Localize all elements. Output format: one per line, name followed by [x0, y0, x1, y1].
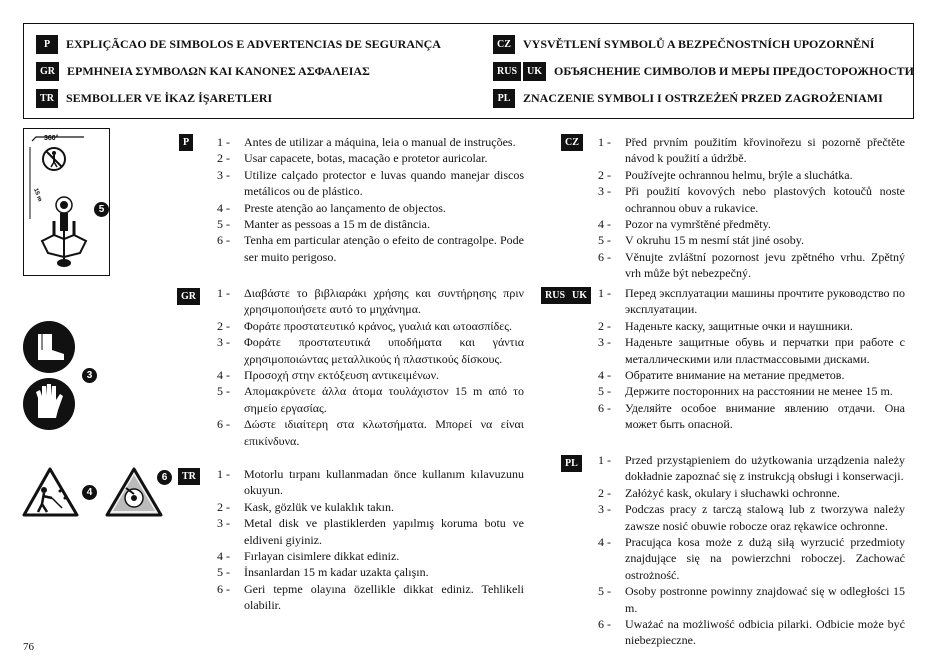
item-text: Наденьте каску, защитные очки и наушники. — [625, 318, 853, 333]
list-item — [598, 485, 905, 501]
item-number: 2 - — [217, 318, 230, 333]
list-item — [217, 581, 524, 614]
distance-label: 15 m — [32, 187, 43, 203]
no-persons-icon — [43, 148, 65, 170]
list-item — [217, 150, 524, 166]
header-row-gr — [36, 61, 370, 81]
item-number: 3 - — [217, 335, 230, 350]
list-item — [217, 134, 524, 150]
item-text: Věnujte zvláštní pozornost jevu zpětného vrhu. Zpětný vrh může být nebezpečný. — [625, 249, 905, 281]
callout-6: 6 — [157, 470, 172, 485]
section-badge-cz: CZ — [561, 134, 583, 151]
item-number: 1 - — [217, 467, 230, 481]
item-number: 5 - — [217, 565, 230, 580]
header-row-tr — [36, 88, 272, 108]
lang-badge: UK — [523, 62, 546, 81]
item-text: Podczas pracy z tarczą stalową lub z tworzywa należy zawsze nosić obuwie robocze oraz rękawice ochronne. — [625, 502, 905, 533]
section-badge-p: P — [179, 134, 193, 151]
item-number: 2 - — [217, 499, 230, 514]
item-number: 4 - — [217, 368, 230, 383]
list-item — [217, 285, 524, 318]
section-badge-rus: RUS — [541, 287, 569, 304]
thrown-objects-warning-icon — [22, 466, 82, 518]
item-text: Používejte ochrannou helmu, brýle a sluchátka. — [625, 167, 853, 182]
list-item — [598, 400, 905, 433]
item-text: Załóżyć kask, okulary i słuchawki ochronne. — [625, 485, 840, 500]
item-text: Utilize calçado protector e luvas quando manejar discos metálicos ou de plástico. — [244, 167, 524, 199]
item-number: 4 - — [598, 368, 611, 383]
item-number: 3 - — [217, 516, 230, 531]
list-item — [598, 232, 905, 248]
list-item — [598, 383, 905, 399]
list-item — [598, 167, 905, 183]
item-number: 1 - — [598, 286, 611, 300]
item-text: Διαβάστε το βιβλιαράκι χρήσης και συντήρησης πριν χρησιμοποιήσετε αυτό το μηχάνημα. — [244, 286, 524, 317]
instruction-list-rus — [598, 285, 905, 433]
item-number: 5 - — [598, 233, 611, 248]
list-item — [217, 466, 524, 499]
item-number: 2 - — [598, 167, 611, 182]
item-text: Φοράτε προστατευτικό κράνος, γυαλιά και ωτοασπίδες. — [244, 318, 513, 333]
item-number: 1 - — [217, 135, 230, 149]
header-box — [23, 23, 914, 119]
list-item — [217, 216, 524, 232]
list-item — [217, 200, 524, 216]
item-number: 6 - — [217, 581, 230, 596]
item-text: Kask, gözlük ve kulaklık takın. — [244, 499, 394, 514]
boots-icon — [23, 321, 75, 373]
item-text: İnsanlardan 15 m kadar uzakta çalışın. — [244, 565, 429, 580]
instruction-list-p — [217, 134, 524, 265]
item-text: Geri tepme olayına özellikle dikkat ediniz. Tehlikeli olabilir. — [244, 581, 524, 613]
item-number: 3 - — [598, 335, 611, 350]
item-text: Απομακρύνετε άλλα άτομα τουλάχιστον 15 m από το σημείο εργασίας. — [244, 384, 524, 415]
item-text: Motorlu tırpanı kullanmadan önce kullanım kılavuzunu okuyun. — [244, 467, 524, 498]
item-number: 3 - — [217, 167, 230, 182]
item-number: 4 - — [598, 535, 611, 550]
lang-badge: CZ — [493, 35, 515, 54]
item-text: Tenha em particular atenção o efeito de contragolpe. Pode ser muito perigoso. — [244, 233, 524, 264]
header-row-p — [36, 34, 441, 54]
list-item — [217, 334, 524, 367]
section-badge-gr: GR — [177, 288, 200, 305]
list-item — [217, 548, 524, 564]
gloves-icon — [23, 378, 75, 430]
item-number: 2 - — [217, 151, 230, 166]
item-text: Před prvním použitím křovinořezu si pozorně přečtěte návod k použití a údržbě. — [625, 135, 905, 166]
item-text: Usar capacete, botas, macação e protetor auricolar. — [244, 151, 488, 166]
header-row-pl — [493, 88, 883, 108]
item-number: 3 - — [598, 502, 611, 517]
list-item — [598, 616, 905, 649]
kickback-warning-icon — [104, 466, 164, 518]
lang-badge: TR — [36, 89, 58, 108]
item-number: 2 - — [598, 485, 611, 500]
header-title: EXPLIÇÃCAO DE SIMBOLOS E ADVERTENCIAS DE SEGURANÇA — [66, 36, 441, 51]
item-text: Osoby postronne powinny znajdować się w odległości 15 m. — [625, 584, 905, 615]
header-title: ОБЪЯСНЕНИЕ СИМВОЛОВ И МЕРЫ ПРЕДОСТОРОЖНОСТИ — [554, 63, 914, 78]
item-text: Metal disk ve plastiklerden yapılmış koruma botu ve eldiveni giyiniz. — [244, 516, 524, 547]
lang-badge: P — [36, 35, 58, 54]
protective-gear-icons — [22, 320, 82, 432]
list-item — [217, 499, 524, 515]
header-title: ZNACZENIE SYMBOLI I OSTRZEŻEŃ PRZED ZAGROŻENIAMI — [523, 90, 883, 105]
lang-badge: RUS — [493, 62, 521, 81]
list-item — [217, 515, 524, 548]
header-row-cz — [493, 34, 874, 54]
item-text: Při použití kovových nebo plastových kotoučů noste ochrannou obuv a rukavice. — [625, 184, 905, 215]
header-title: SEMBOLLER VE İKAZ İŞARETLERI — [66, 90, 273, 105]
list-item — [598, 367, 905, 383]
item-text: Перед эксплуатации машины прочтите руководство по эксплуатации. — [625, 286, 905, 317]
header-title: ΕΡΜΗΝΕΙΑ ΣΥΜΒΟΛΩΝ ΚΑΙ ΚΑΝΟΝΕΣ ΑΣΦΑΛΕΙΑΣ — [67, 63, 370, 78]
instruction-list-tr — [217, 466, 524, 614]
item-text: Наденьте защитные обувь и перчатки при работе с металлическими или пластмассовыми дисками. — [625, 335, 905, 366]
item-text: Pracująca kosa może z dużą siłą wyrzucić przedmioty znajdujące się na powierzchni roboczej. Zachować ostrożność. — [625, 535, 905, 582]
callout-4: 4 — [82, 485, 97, 500]
list-item — [598, 334, 905, 367]
item-text: Προσοχή στην εκτόξευση αντικειμένων. — [244, 368, 439, 383]
item-number: 4 - — [217, 549, 230, 564]
operator-illustration — [24, 129, 109, 275]
angle-label: 360° — [44, 135, 59, 142]
header-title: VYSVĚTLENÍ SYMBOLŮ A BEZPEČNOSTNÍCH UPOZORNĚNÍ — [523, 36, 875, 51]
header-row-rus — [493, 61, 914, 81]
item-text: Уделяйте особое внимание явлению отдачи. Она может быть опасной. — [625, 400, 905, 432]
list-item — [217, 367, 524, 383]
page-number: 76 — [23, 641, 34, 653]
instruction-list-pl — [598, 452, 905, 649]
list-item — [598, 534, 905, 583]
list-item — [598, 249, 905, 282]
list-item — [217, 232, 524, 265]
list-item — [217, 416, 524, 449]
list-item — [598, 501, 905, 534]
lang-badge: PL — [493, 89, 515, 108]
item-number: 5 - — [217, 384, 230, 399]
operator-figure — [42, 197, 86, 267]
list-item — [217, 318, 524, 334]
item-text: Φοράτε προστατευτικά υποδήματα και γάντια χρησιμοποιώντας μεταλλικούς ή πλαστικούς δίσκους. — [244, 335, 524, 366]
list-item — [598, 216, 905, 232]
list-item — [598, 285, 905, 318]
item-number: 6 - — [217, 417, 230, 432]
item-text: Uważać na możliwość odbicia pilarki. Odbicie może być niebezpieczne. — [625, 617, 905, 648]
lang-badge: GR — [36, 62, 59, 81]
list-item — [217, 383, 524, 416]
item-number: 5 - — [598, 384, 611, 399]
item-number: 6 - — [217, 233, 230, 248]
item-text: Manter as pessoas a 15 m de distância. — [244, 217, 430, 232]
item-number: 5 - — [217, 217, 230, 232]
instruction-list-cz — [598, 134, 905, 282]
list-item — [598, 583, 905, 616]
callout-5: 5 — [94, 202, 109, 217]
item-number: 3 - — [598, 184, 611, 199]
section-badge-pl: PL — [561, 455, 582, 472]
item-text: Обратите внимание на метание предметов. — [625, 368, 845, 383]
item-number: 6 - — [598, 400, 611, 415]
item-text: Przed przystąpieniem do użytkowania urządzenia należy dokładnie zapoznać się z instrukcją obsługi i konserwacji. — [625, 453, 905, 484]
item-number: 6 - — [598, 249, 611, 264]
item-number: 1 - — [217, 286, 230, 300]
list-item — [598, 452, 905, 485]
list-item — [598, 318, 905, 334]
item-text: Fırlayan cisimlere dikkat ediniz. — [244, 549, 400, 564]
item-text: V okruhu 15 m nesmí stát jiné osoby. — [625, 233, 804, 248]
section-badge-uk: UK — [568, 287, 591, 304]
list-item — [217, 167, 524, 200]
callout-3: 3 — [82, 368, 97, 383]
section-badge-tr: TR — [178, 468, 200, 485]
list-item — [598, 183, 905, 216]
item-number: 5 - — [598, 584, 611, 599]
list-item — [598, 134, 905, 167]
item-number: 6 - — [598, 617, 611, 632]
item-text: Δώστε ιδιαίτερη στα κλωτσήματα. Μπορεί να είναι επικίνδυνα. — [244, 417, 524, 448]
item-number: 1 - — [598, 453, 611, 467]
item-text: Preste atenção ao lançamento de objectos. — [244, 200, 446, 215]
item-text: Antes de utilizar a máquina, leia o manual de instruções. — [244, 135, 516, 149]
item-number: 2 - — [598, 318, 611, 333]
instruction-list-gr — [217, 285, 524, 449]
item-text: Держите посторонних на расстоянии не менее 15 m. — [625, 384, 893, 399]
list-item — [217, 564, 524, 580]
item-number: 1 - — [598, 135, 611, 149]
item-text: Pozor na vymrštěné předměty. — [625, 217, 771, 232]
item-number: 4 - — [217, 200, 230, 215]
item-number: 4 - — [598, 217, 611, 232]
